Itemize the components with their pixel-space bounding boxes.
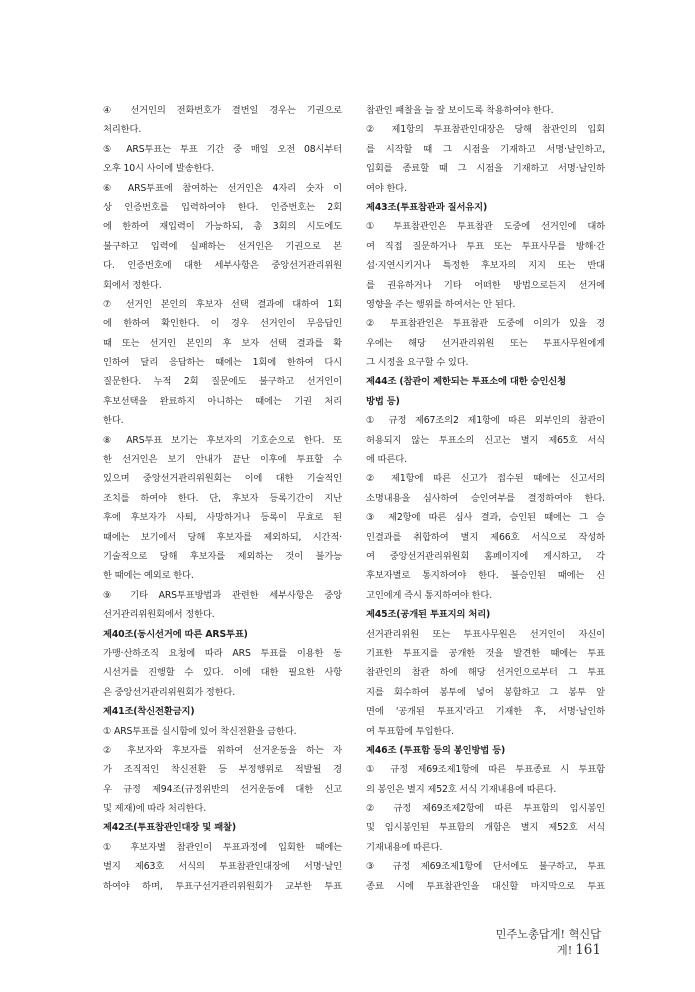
body-text-line: 기술적으로 당해 후보자를 제외하는 것이 불가능 (103, 550, 342, 562)
body-text-line: 은 중앙선거관리위원회가 정한다. (103, 686, 236, 698)
body-text-line: 참관인의 참관 하에 해당 선거인으로부터 그 투표 (366, 667, 605, 679)
body-text-line: 에 한하여 재입력이 가능하되, 총 3회의 시도에도 (103, 221, 342, 233)
article-heading-line: 제46조 (투표함 등의 봉인방법 등) (366, 744, 506, 756)
body-text-line: 기재내용에 따른다. (366, 841, 443, 853)
body-text-line: 를 권유하거나 기타 어떠한 방법으로든지 선거에 (366, 279, 605, 291)
page-number: 161 (575, 942, 601, 958)
article-heading-line: 제41조(착신전환금지) (103, 706, 195, 718)
body-text-line: ③ 제2항에 따른 심사 결과, 승인된 때에는 그 승 (366, 512, 605, 524)
right-column (366, 101, 605, 896)
body-text-line: 가 조직적인 착신전환 등 부정행위로 적발될 경 (103, 764, 342, 776)
body-text-line: 여 투표함에 투입한다. (366, 725, 454, 737)
body-text-line: 질문한다. 누적 2회 질문에도 불구하고 선거인이 (103, 376, 342, 388)
body-text-line: 오후 10시 사이에 발송한다. (103, 163, 215, 175)
body-text-line: 한다. (103, 415, 124, 427)
article-heading-line: 제45조(공개된 투표지의 처리) (366, 609, 491, 621)
body-text-line: 영향을 주는 행위를 하여서는 안 된다. (366, 298, 516, 310)
body-text-line: 및 제재)에 따라 처리한다. (103, 803, 207, 815)
body-text-line: ② 투표참관인은 투표참관 도중에 이의가 있을 경 (366, 318, 605, 330)
page-footer (456, 926, 601, 958)
body-text-line: 불구하고 입력에 실패하는 선거인은 기권으로 본 (103, 240, 342, 252)
body-text-line: ③ 규정 제69조제1항에 단서에도 불구하고, 투표 (366, 861, 605, 873)
body-text-line: 여야 한다. (366, 182, 407, 194)
body-text-line: 에 한하여 확인한다. 이 경우 선거인이 무응답인 (103, 318, 342, 330)
body-text-line: ⑥ ARS투표에 참여하는 선거인은 4자리 숫자 이 (103, 182, 342, 194)
body-text-line: 여 직접 질문하거나 투표 또는 투표사무를 방해·간 (366, 240, 605, 252)
body-text-line: ④ 선거인의 전화번호가 결번일 경우는 기권으로 (103, 105, 342, 116)
body-text-line: ① ARS투표를 실시함에 있어 착신전환을 금한다. (103, 725, 297, 737)
body-text-line: 하여야 하며, 투표구선거관리위원회가 교부한 투표 (103, 880, 342, 892)
body-text-line: 회에서 정한다. (103, 279, 162, 291)
body-text-line: 상 인증번호를 입력하여야 한다. 인증번호는 2회 (103, 201, 342, 213)
body-text-line: 조치를 하여야 한다. 단, 후보자 등록기간이 지난 (103, 492, 342, 504)
body-text-line: ② 규정 제69조제2항에 따른 투표함의 임시봉인 (366, 803, 605, 815)
body-text-line: 별지 제63호 서식의 투표참관인대장에 서명·날인 (103, 861, 342, 873)
body-text-line: ⑦ 선거인 본인의 후보자 선택 결과에 대하여 1회 (103, 298, 342, 310)
body-text-line: 고인에게 즉시 통지하여야 한다. (366, 589, 493, 601)
body-text-line: 때에는 보기에서 당해 후보자를 제외하되, 시간적· (103, 531, 342, 543)
body-text-line: 처리한다. (103, 124, 142, 136)
body-text-line: ⑧ ARS투표 보기는 후보자의 기호순으로 한다. 또 (103, 434, 342, 446)
body-text-line: 그 시정을 요구할 수 있다. (366, 357, 469, 369)
article-heading-line: 제42조(투표참관인대장 및 패찰) (103, 822, 236, 834)
article-heading-line: 방법 등) (366, 395, 400, 407)
body-text-line: ① 투표참관인은 투표참관 도중에 선거인에 대하 (366, 221, 605, 233)
body-text-line: 있으며 중앙선거관리위원회는 이에 대한 기술적인 (103, 473, 342, 485)
body-text-line: 기표한 투표지를 공개한 것을 발견한 때에는 투표 (366, 647, 605, 659)
footer-slogan: 민주노총답게! 혁신답게! (495, 928, 601, 957)
body-text-line: ① 규정 제69조제1항에 따른 투표종료 시 투표함 (366, 764, 605, 776)
body-text-line: 때 또는 선거인 본인의 후 보자 선택 결과를 확 (103, 337, 342, 349)
body-text-line: 다. 인증번호에 대한 세부사항은 중앙선거관리위원 (103, 260, 342, 272)
body-text-line: 가맹·산하조직 요청에 따라 ARS 투표를 이용한 동 (103, 647, 342, 659)
body-text-line: ① 후보자별 참관인이 투표과정에 입회한 때에는 (103, 841, 342, 853)
body-text-line: 를 시작할 때 그 시점을 기재하고 서명·날인하고, (366, 143, 605, 155)
body-text-line: 후보자별로 통지하여야 한다. 불승인된 때에는 신 (366, 570, 605, 582)
body-text-line: 소명내용을 심사하여 승인여부를 결정하여야 한다. (366, 492, 605, 504)
body-text-line: 면에 '공개된 투표지'라고 기재한 후, 서명·날인하 (366, 706, 605, 718)
article-heading-line: 제43조(투표참관과 질서유지) (366, 201, 488, 213)
body-text-line: ① 규정 제67조의2 제1항에 따른 외부인의 참관이 (366, 415, 605, 427)
body-text-line: 의 봉인은 별지 제52호 서식 기재내용에 따른다. (366, 783, 557, 795)
body-text-line: 선거관리위원 또는 투표사무원은 선거인이 자신이 (366, 628, 605, 640)
body-text-line: 입회를 종료할 때 그 시점을 기재하고 서명·날인하 (366, 163, 605, 175)
left-column (103, 101, 342, 896)
body-text-line: ② 후보자와 후보자를 위하여 선거운동을 하는 자 (103, 744, 342, 756)
body-text-line: 우 규정 제94조(규정위반의 선거운동에 대한 신고 (103, 783, 342, 795)
article-heading-line: 제44조 (참관이 제한되는 투표소에 대한 승인신청 (366, 376, 566, 388)
article-heading-line: 제40조(동시선거에 따른 ARS투표) (103, 628, 248, 640)
body-text-line: 섭·지연시키거나 특정한 후보자의 지지 또는 반대 (366, 260, 605, 272)
body-text-line: ⑨ 기타 ARS투표방법과 관련한 세부사항은 중앙 (103, 589, 342, 601)
body-text-line: 여 중앙선거관리위원회 홈페이지에 게시하고, 각 (366, 550, 605, 562)
body-text-line: 인하여 달리 응답하는 때에는 1회에 한하여 다시 (103, 357, 342, 369)
body-text-line: 지를 회수하여 봉투에 넣어 봉함하고 그 봉투 앞 (366, 686, 605, 698)
body-text-line: 우에는 해당 선거관리위원 또는 투표사무원에게 (366, 337, 605, 349)
body-text-line: 및 임시봉인된 투표함의 개함은 별지 제52호 서식 (366, 822, 605, 834)
body-text-line: 종료 시에 투표참관인을 대신할 마지막으로 투표 (366, 880, 605, 892)
body-text-line: 허용되지 않는 투표소의 신고는 별지 제65호 서식 (366, 434, 605, 446)
body-text-line: 후에 후보자가 사퇴, 사망하거나 등록이 무효로 된 (103, 512, 342, 524)
body-text-line: 에 따른다. (366, 454, 407, 466)
body-text-line: 인결과를 취합하여 별지 제66호 서식으로 작성하 (366, 531, 605, 543)
body-text-line: ② 제1항에 따른 신고가 접수된 때에는 신고서의 (366, 473, 605, 485)
body-text-line: ② 제1항의 투표참관인대장은 당해 참관인의 입회 (366, 124, 605, 136)
body-text-line: 참관인 패찰을 늘 잘 보이도록 착용하여야 한다. (366, 105, 554, 116)
body-text-line: 시선거를 진행할 수 있다. 이에 대한 필요한 사항 (103, 667, 342, 679)
body-text-line: 한 선거인은 보기 안내가 끝난 이후에 투표할 수 (103, 454, 342, 466)
body-text-line: 한 때에는 예외로 한다. (103, 570, 194, 582)
body-text-line: 후보선택을 완료하지 아니하는 때에는 기권 처리 (103, 395, 342, 407)
body-text-line: ⑤ ARS투표는 투표 기간 중 매일 오전 08시부터 (103, 143, 342, 155)
body-text-line: 선거관리위원회에서 정한다. (103, 609, 215, 621)
